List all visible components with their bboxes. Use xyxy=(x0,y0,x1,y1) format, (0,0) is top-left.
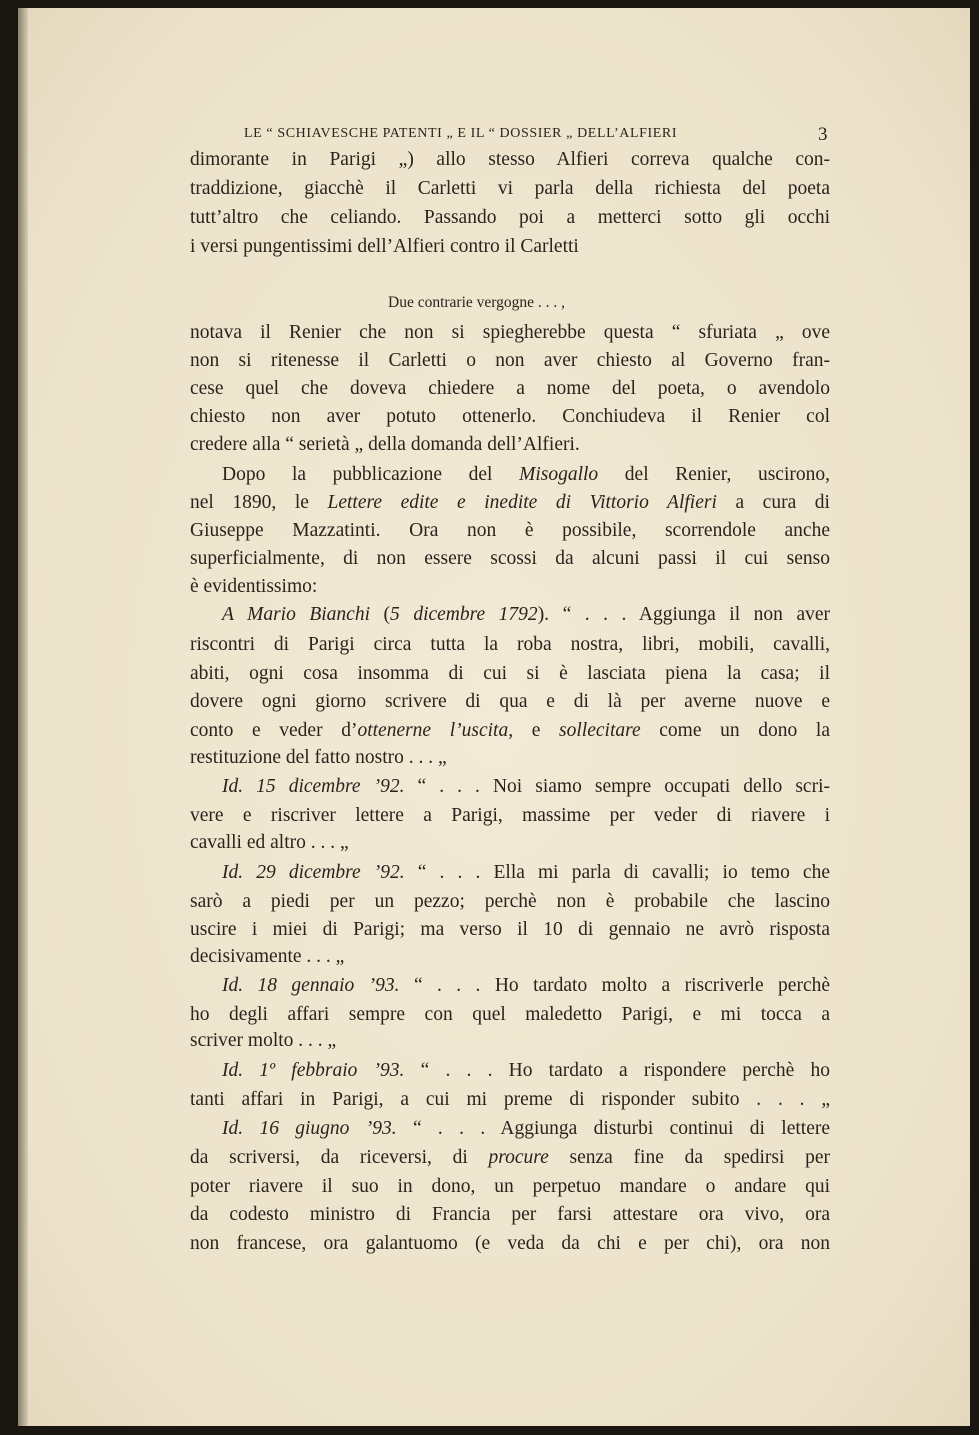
text-segment: Giuseppe Mazzatinti. Ora non è possibile, scorrendole anche xyxy=(190,520,830,541)
text-line xyxy=(190,719,830,743)
italic-text: sollecitare xyxy=(559,720,641,741)
page-binding-edge xyxy=(18,8,28,1426)
text-segment: ). “ . . . Aggiunga il non aver xyxy=(537,604,830,625)
italic-text: Id. 16 giugno ’93. xyxy=(222,1118,397,1139)
running-header: LE “ SCHIAVESCHE PATENTI „ E IL “ DOSSIER „ DELL’ALFIERI xyxy=(244,126,678,141)
text-line xyxy=(190,349,830,373)
verse-quotation: Due contrarie vergogne . . . , xyxy=(388,294,566,311)
text-segment: “ . . . Noi siamo sempre occupati dello scri- xyxy=(404,776,830,797)
italic-text: A Mario Bianchi xyxy=(222,604,371,625)
text-segment: e xyxy=(513,720,560,741)
text-segment: cese quel che doveva chiedere a nome del poeta, o avendolo xyxy=(190,378,830,399)
text-line xyxy=(190,321,830,345)
text-segment: tutt’altro che celiando. Passando poi a metterci sotto gli occhi xyxy=(190,207,830,228)
text-line xyxy=(222,974,830,998)
italic-text: Id. 15 dicembre ’92. xyxy=(222,776,405,797)
text-segment: senza fine da spedirsi per xyxy=(548,1147,830,1168)
text-line xyxy=(190,235,830,259)
text-line xyxy=(190,831,830,855)
text-segment: ho degli affari sempre con quel maledetto Parigi, e mi tocca a xyxy=(190,1004,830,1025)
text-segment: Dopo la pubblicazione del xyxy=(222,464,520,485)
text-segment: traddizione, giacchè il Carletti vi parla della richiesta del poeta xyxy=(190,178,830,199)
text-line xyxy=(190,177,830,201)
text-line xyxy=(190,519,830,543)
text-line xyxy=(190,206,830,230)
text-segment: tanti affari in Parigi, a cui mi preme di risponder subito . . . „ xyxy=(190,1089,830,1110)
text-line xyxy=(190,377,830,401)
text-line xyxy=(190,945,830,969)
text-segment: non francese, ora galantuomo (e veda da chi e per chi), ora non xyxy=(190,1233,830,1254)
text-segment: del Renier, uscirono, xyxy=(598,464,830,485)
text-line xyxy=(222,861,830,885)
text-line xyxy=(190,547,830,571)
text-line xyxy=(190,1003,830,1027)
text-line xyxy=(190,662,830,686)
text-segment: notava il Renier che non si spiegherebbe questa “ sfuriata „ ove xyxy=(190,322,830,343)
text-segment: da scriversi, da riceversi, di xyxy=(190,1147,489,1168)
text-segment: da codesto ministro di Francia per farsi attestare ora vivo, ora xyxy=(190,1204,830,1225)
text-segment: restituzione del fatto nostro . . . „ xyxy=(190,747,447,768)
text-segment: è evidentissimo: xyxy=(190,576,318,597)
text-segment: non si ritenesse il Carletti o non aver chiesto al Governo fran- xyxy=(190,350,830,371)
text-segment: “ . . . Ho tardato molto a riscriverle perchè xyxy=(399,975,830,996)
text-line xyxy=(190,633,830,657)
text-segment: dovere ogni giorno scrivere di qua e di là per averne nuove e xyxy=(190,691,830,712)
text-line xyxy=(190,1175,830,1199)
text-segment: chiesto non aver potuto ottenerlo. Conchiudeva il Renier col xyxy=(190,406,830,427)
text-line xyxy=(190,890,830,914)
text-line xyxy=(190,575,830,599)
text-line xyxy=(190,1146,830,1170)
italic-text: Id. 1º febbraio ’93. xyxy=(222,1060,405,1081)
italic-text: ottenerne l’uscita, xyxy=(357,720,514,741)
text-segment: uscire i miei di Parigi; ma verso il 10 di gennaio ne avrò risposta xyxy=(190,919,830,940)
text-line xyxy=(222,603,830,627)
text-line xyxy=(190,1088,830,1112)
text-segment: sarò a piedi per un pezzo; perchè non è probabile che lascino xyxy=(190,891,830,912)
text-segment: a cura di xyxy=(716,492,830,513)
text-line xyxy=(190,1029,830,1053)
text-line xyxy=(222,775,830,799)
text-line xyxy=(190,804,830,828)
text-line xyxy=(222,463,830,487)
text-segment: i versi pungentissimi dell’Alfieri contro il Carletti xyxy=(190,236,579,257)
text-segment: cavalli ed altro . . . „ xyxy=(190,832,349,853)
text-segment: “ . . . Aggiunga disturbi continui di lettere xyxy=(396,1118,831,1139)
italic-text: Lettere edite e inedite di Vittorio Alfieri xyxy=(327,492,717,513)
italic-text: 5 dicembre 1792 xyxy=(390,604,538,625)
text-segment: scriver molto . . . „ xyxy=(190,1030,337,1051)
text-line xyxy=(190,433,830,457)
text-line xyxy=(190,1203,830,1227)
italic-text: Id. 29 dicembre ’92. xyxy=(222,862,405,883)
text-line xyxy=(190,690,830,714)
text-segment: riscontri di Parigi circa tutta la roba nostra, libri, mobili, cavalli, xyxy=(190,634,830,655)
text-line xyxy=(222,1059,830,1083)
text-segment: abiti, ogni cosa insomma di cui si è lasciata piena la casa; il xyxy=(190,663,830,684)
text-segment: conto e veder d’ xyxy=(190,720,358,741)
text-segment: “ . . . Ella mi parla di cavalli; io temo che xyxy=(404,862,830,883)
text-line xyxy=(190,491,830,515)
text-segment: dimorante in Parigi „) allo stesso Alfieri correva qualche con- xyxy=(190,149,830,170)
text-line xyxy=(222,1117,830,1141)
text-line xyxy=(190,148,830,172)
text-line xyxy=(190,746,830,770)
text-line xyxy=(190,1232,830,1256)
text-line xyxy=(190,918,830,942)
text-segment: nel 1890, le xyxy=(190,492,328,513)
italic-text: Misogallo xyxy=(519,464,599,485)
text-segment: “ . . . Ho tardato a rispondere perchè ho xyxy=(404,1060,830,1081)
text-segment: credere alla “ serietà „ della domanda dell’Alfieri. xyxy=(190,434,580,455)
text-segment: decisivamente . . . „ xyxy=(190,946,345,967)
text-line xyxy=(190,405,830,429)
italic-text: procure xyxy=(488,1147,549,1168)
italic-text: Id. 18 gennaio ’93. xyxy=(222,975,400,996)
book-page xyxy=(18,8,970,1426)
text-segment: superficialmente, di non essere scossi da alcuni passi il cui senso xyxy=(190,548,830,569)
text-segment: vere e riscriver lettere a Parigi, massime per veder di riavere i xyxy=(190,805,830,826)
text-segment: come un dono la xyxy=(640,720,830,741)
text-segment: ( xyxy=(370,604,391,625)
text-segment: poter riavere il suo in dono, un perpetuo mandare o andare qui xyxy=(190,1176,830,1197)
page-number: 3 xyxy=(818,124,828,145)
